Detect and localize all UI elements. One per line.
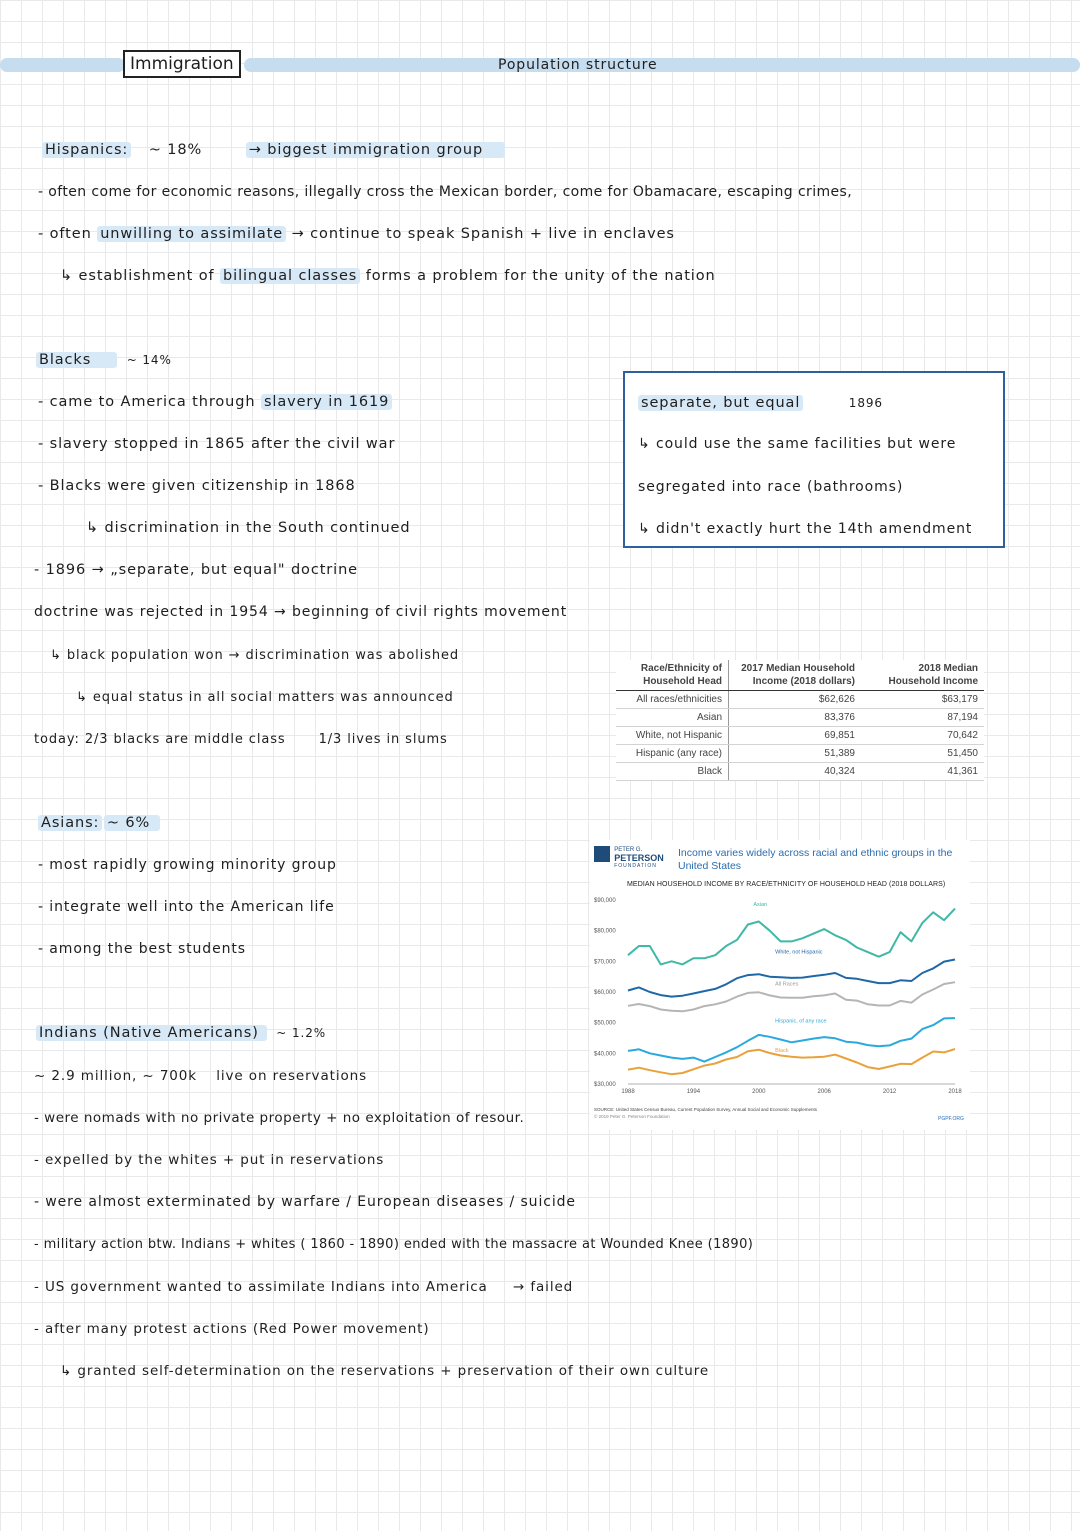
page-subtitle: Population structure: [498, 57, 658, 73]
box-line-1: ↳ could use the same facilities but were: [638, 436, 957, 452]
indians-line-4: - were almost exterminated by warfare / European diseases / suicide: [34, 1194, 576, 1210]
table-cell: 83,376: [729, 709, 862, 727]
table-cell: All races/ethnicities: [616, 691, 729, 709]
hispanics-pct: ~ 18%: [148, 142, 203, 158]
logo-line-3: FOUNDATION: [614, 863, 657, 869]
table-row: [616, 691, 984, 709]
asians-line-3: - among the best students: [38, 941, 246, 957]
table-cell: $62,626: [729, 691, 862, 709]
table-cell: White, not Hispanic: [616, 727, 729, 745]
blacks-heading: Blacks: [36, 352, 117, 368]
indians-line-7: - after many protest actions (Red Power movement): [34, 1321, 430, 1337]
hispanics-line-3: [60, 268, 716, 284]
indians-heading-row: [36, 1025, 326, 1041]
box-title: separate, but equal: [638, 395, 803, 411]
blacks-heading-row: [36, 352, 172, 368]
table-cell: $63,179: [861, 691, 984, 709]
asians-heading: Asians:: [38, 815, 102, 831]
y-tick-label: $30,000: [594, 1082, 616, 1088]
logo-line-1: PETER G.: [614, 847, 643, 853]
blacks-line-9-a: today: 2/3 blacks are middle class: [34, 732, 286, 747]
chart-subtitle: MEDIAN HOUSEHOLD INCOME BY RACE/ETHNICITY OF HOUSEHOLD HEAD (2018 DOLLARS): [627, 881, 946, 888]
chart-copyright: © 2019 Peter G. Peterson Foundation: [594, 1114, 670, 1119]
header-bar-right: [244, 58, 1080, 72]
hispanics-line-2-a: - often: [38, 226, 92, 242]
hispanics-line-2-b: unwilling to assimilate: [97, 226, 286, 242]
chart-footer: PGPF.ORG: [938, 1116, 964, 1122]
table-cell: Asian: [616, 709, 729, 727]
header-bar-left: [0, 58, 125, 72]
table-cell: 51,450: [861, 745, 984, 763]
x-tick-label: 2000: [752, 1089, 766, 1095]
income-table-header-2: 2018 Median Household Income: [861, 660, 984, 691]
table-row: [616, 727, 984, 745]
indians-line-1: [34, 1068, 367, 1084]
x-tick-label: 2012: [882, 1089, 897, 1095]
income-table-header-0: Race/Ethnicity of Household Head: [616, 660, 729, 691]
blacks-line-7: ↳ black population won → discrimination was abolished: [50, 648, 460, 663]
page-title: Immigration: [123, 50, 241, 78]
table-row: [616, 709, 984, 727]
blacks-line-5: - 1896 → „separate, but equal" doctrine: [34, 562, 358, 578]
x-tick-label: 1988: [621, 1089, 635, 1095]
table-cell: Hispanic (any race): [616, 745, 729, 763]
asians-line-2: - integrate well into the American life: [38, 899, 335, 915]
table-cell: 40,324: [729, 763, 862, 781]
box-line-2: segregated into race (bathrooms): [638, 479, 904, 495]
y-tick-label: $80,000: [594, 928, 616, 935]
box-line-3: ↳ didn't exactly hurt the 14th amendment: [638, 521, 973, 537]
asians-line-1: - most rapidly growing minority group: [38, 857, 337, 873]
blacks-line-3: - Blacks were given citizenship in 1868: [38, 478, 356, 494]
series-label: All Races: [775, 981, 799, 988]
income-table-header-1: 2017 Median Household Income (2018 dollars): [729, 660, 862, 691]
hispanics-line-2: [38, 226, 675, 242]
table-cell: 87,194: [861, 709, 984, 727]
y-tick-label: $60,000: [594, 990, 616, 996]
blacks-line-8: ↳ equal status in all social matters was announced: [76, 690, 454, 705]
y-tick-label: $40,000: [594, 1051, 616, 1058]
blacks-line-1-b: slavery in 1619: [261, 394, 392, 410]
income-chart: [590, 840, 970, 1130]
series-label: Hispanic, of any race: [775, 1018, 827, 1025]
series-line-white-not-hispanic: [628, 960, 955, 997]
blacks-line-4: ↳ discrimination in the South continued: [86, 520, 411, 536]
blacks-line-9-b: 1/3 lives in slums: [318, 732, 448, 747]
hispanics-heading: Hispanics:: [42, 142, 131, 158]
indians-line-1-b: live on reservations: [216, 1068, 368, 1084]
hispanics-line-2-c: → continue to speak Spanish + live in enclaves: [291, 226, 675, 242]
chart-source: SOURCE: United States Census Bureau, Current Population Survey, Annual Social and Economic Supplements: [594, 1107, 818, 1112]
indians-line-6-b: → failed: [512, 1279, 574, 1295]
table-cell: 70,642: [861, 727, 984, 745]
series-label: White, not Hispanic: [775, 949, 823, 956]
hispanics-line-1: - often come for economic reasons, illegally cross the Mexican border, come for Obamacare, escaping crimes,: [38, 184, 853, 200]
x-tick-label: 1994: [686, 1089, 701, 1095]
box-title-row: [638, 395, 883, 411]
asians-heading-row: [38, 815, 160, 831]
separate-but-equal-box: [623, 371, 1005, 548]
table-row: [616, 745, 984, 763]
indians-line-2: - were nomads with no private property + no exploitation of resour.: [34, 1110, 525, 1126]
series-label: Black: [775, 1047, 789, 1054]
blacks-line-1: [38, 394, 392, 410]
series-line-black: [628, 1049, 955, 1074]
asians-pct: ~ 6%: [104, 815, 160, 831]
blacks-line-9: [34, 732, 448, 747]
hispanics-line-3-a: ↳ establishment of: [60, 268, 215, 284]
indians-line-3: - expelled by the whites + put in reservations: [34, 1152, 385, 1168]
table-cell: 51,389: [729, 745, 862, 763]
series-label: Asian: [753, 902, 768, 909]
logo-line-2: PETERSON: [614, 853, 664, 863]
x-tick-label: 2018: [948, 1089, 962, 1095]
box-year: 1896: [848, 396, 883, 410]
hispanics-tag: → biggest immigration group: [246, 142, 505, 158]
blacks-pct: ~ 14%: [126, 353, 172, 367]
chart-title: Income varies widely across racial and ethnic groups in the United States: [678, 847, 953, 872]
hispanics-line-3-c: forms a problem for the unity of the nation: [365, 268, 716, 284]
series-line-asian: [628, 909, 955, 965]
indians-line-1-a: ~ 2.9 million, ~ 700k: [34, 1068, 198, 1084]
table-cell: 69,851: [729, 727, 862, 745]
y-tick-label: $50,000: [594, 1020, 616, 1027]
indians-line-5: - military action btw. Indians + whites ( 1860 - 1890) ended with the massacre at Wounded Knee (1890): [34, 1237, 754, 1252]
table-row: [616, 763, 984, 781]
blacks-line-2: - slavery stopped in 1865 after the civil war: [38, 436, 396, 452]
y-tick-label: $90,000: [594, 898, 616, 904]
income-table: [616, 660, 984, 781]
hispanics-line-3-b: bilingual classes: [220, 268, 360, 284]
indians-line-6-a: - US government wanted to assimilate Indians into America: [34, 1279, 488, 1295]
indians-line-8: ↳ granted self-determination on the reservations + preservation of their own culture: [60, 1363, 710, 1379]
blacks-line-6: doctrine was rejected in 1954 → beginning of civil rights movement: [34, 604, 568, 620]
hispanics-section: [42, 142, 505, 158]
chart-plot: [590, 840, 970, 1130]
blacks-line-1-a: - came to America through: [38, 394, 256, 410]
x-tick-label: 2006: [817, 1089, 831, 1095]
table-cell: Black: [616, 763, 729, 781]
indians-line-6: [34, 1279, 573, 1295]
indians-pct: ~ 1.2%: [276, 1026, 327, 1040]
y-tick-label: $70,000: [594, 959, 616, 966]
indians-heading: Indians (Native Americans): [36, 1025, 267, 1041]
table-cell: 41,361: [861, 763, 984, 781]
